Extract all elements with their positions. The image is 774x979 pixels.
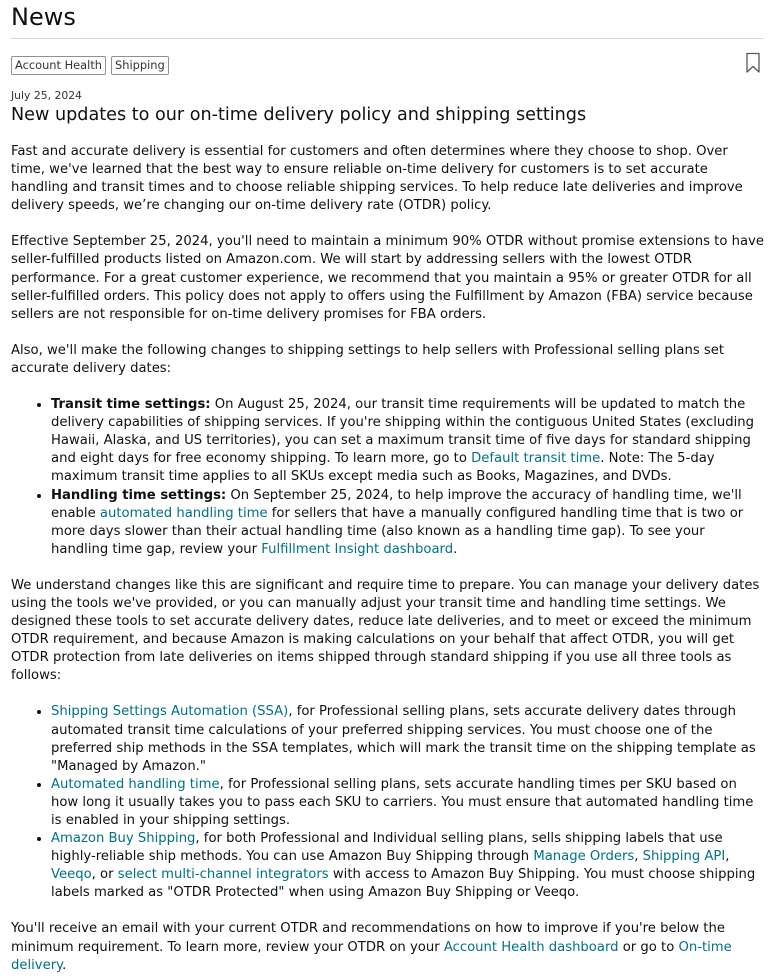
manage-orders-link[interactable]: Manage Orders [533, 849, 635, 865]
handling-time-text-c: . [453, 541, 458, 557]
account-health-dashboard-link[interactable]: Account Health dashboard [443, 939, 619, 955]
transit-time-text-b: . Note: The 5-day maximum transit time applies to all SKUs except media such as Books, Magazines, and DVDs. [51, 451, 715, 485]
on-time-delivery-link[interactable]: On-time delivery [11, 939, 732, 973]
ssa-text: , for Professional selling plans, sets accurate delivery dates through automated transit time calculations of your preferred shipping services. You must choose one of the preferred ship methods in the SSA templates, which will mark the transit time on the shipping template as "Managed by Amazon." [51, 704, 756, 774]
paragraph-tools: We understand changes like this are significant and require time to prepare. You can manage your delivery dates using the tools we've provided, or you can manually adjust your transit time and handling time settings. We designed these tools to set accurate delivery dates, reduce late deliveries, and to meet or exceed the minimum OTDR requirement, and because Amazon is making calculations on your behalf that affect OTDR, you will get OTDR protection from late deliveries on items shipped through standard shipping if you use all three tools as follows: [11, 577, 760, 684]
default-transit-time-link[interactable]: Default transit time [471, 451, 601, 467]
closing-text-c: . [62, 957, 67, 973]
settings-changes-list [11, 396, 764, 559]
paragraph-changes: Also, we'll make the following changes to shipping settings to help sellers with Professional selling plans set accurate delivery dates: [11, 342, 725, 376]
closing-text-a: You'll receive an email with your current OTDR and recommendations on how to improve if you're below the minimum requirement. To learn more, review your OTDR on your [11, 921, 725, 955]
paragraph-intro: Fast and accurate delivery is essential for customers and often determines where they choose to shop. Over time, we've learned that the best way to ensure reliable on-time delivery for customers is to set accurate handling and transit times and to choose reliable shipping services. To help reduce late deliveries and improve delivery speeds, we’re changing our on-time delivery rate (OTDR) policy. [11, 144, 743, 214]
fulfillment-insight-dashboard-link[interactable]: Fulfillment Insight dashboard [261, 541, 454, 557]
paragraph-closing [11, 920, 764, 974]
list-item-automated-handling [51, 776, 764, 830]
separator-1: , [634, 849, 643, 865]
buy-shipping-text-c: with access to Amazon Buy Shipping. You must choose shipping labels marked as "OTDR Protected" when using Amazon Buy Shipping or Veeqo. [51, 867, 756, 901]
separator-2: , [725, 849, 730, 865]
transit-time-text-a: On August 25, 2024, our transit time requirements will be updated to match the delivery capabilities of shipping services. If you're shipping within the contiguous United States (excluding Hawaii, Alaska, and US territories), you can set a maximum transit time of five days for standard shipping and eight days for free economy shipping. To learn more, go to [51, 397, 755, 467]
handling-time-text-b: for sellers that have a manually configured handling time that is two or more days slower than their actual handling time (also known as a handling time gap). To see your handling time gap, review your [51, 505, 744, 557]
handling-time-text-a: On September 25, 2024, to help improve the accuracy of handling time, we'll enable [51, 487, 742, 521]
amazon-buy-shipping-link[interactable]: Amazon Buy Shipping [51, 831, 196, 847]
article-title: New updates to our on-time delivery policy and shipping settings [11, 105, 587, 125]
tools-list [11, 703, 764, 902]
list-item-ssa [51, 703, 764, 775]
handling-time-label: Handling time settings: [51, 487, 227, 503]
list-item-handling-time [51, 487, 764, 559]
paragraph-policy: Effective September 25, 2024, you'll need to maintain a minimum 90% OTDR without promise extensions to have seller-fulfilled products listed on Amazon.com. We will start by addressing sellers with the lowest OTDR performance. For a great customer experience, we recommend that you maintain a 95% or greater OTDR for all seller-fulfilled orders. This policy does not apply to offers using the Fulfillment by Amazon (FBA) service because sellers are not responsible for on-time delivery promises for FBA orders. [11, 234, 764, 322]
article-date: July 25, 2024 [11, 89, 82, 102]
bookmark-icon[interactable] [745, 52, 761, 74]
multi-channel-integrators-link[interactable]: select multi-channel integrators [117, 867, 329, 883]
tags-row [11, 56, 764, 86]
buy-shipping-text-a: , for both Professional and Individual selling plans, sells shipping labels that use highly-reliable ship methods. You can use Amazon Buy Shipping through [51, 831, 723, 865]
transit-time-label: Transit time settings: [51, 397, 211, 413]
veeqo-link[interactable]: Veeqo [51, 867, 92, 883]
list-item-buy-shipping [51, 830, 764, 902]
buy-shipping-text-b: , or [91, 867, 118, 883]
tag-shipping[interactable]: Shipping [111, 56, 169, 75]
automated-handling-text: , for Professional selling plans, sets accurate handling times per SKU based on how long it usually takes you to pass each SKU to carriers. You must ensure that automated handling time is enabled in your shipping settings. [51, 776, 754, 828]
automated-handling-time-link[interactable]: automated handling time [99, 505, 268, 521]
list-item-transit-time [51, 396, 764, 486]
automated-handling-time-tool-link[interactable]: Automated handling time [51, 776, 220, 792]
shipping-api-link[interactable]: Shipping API [642, 849, 726, 865]
ssa-link[interactable]: Shipping Settings Automation (SSA) [51, 704, 289, 720]
tag-account-health[interactable]: Account Health [11, 56, 106, 75]
page-title: News [11, 3, 76, 31]
page-header [11, 0, 764, 39]
closing-text-b: or go to [618, 939, 679, 955]
